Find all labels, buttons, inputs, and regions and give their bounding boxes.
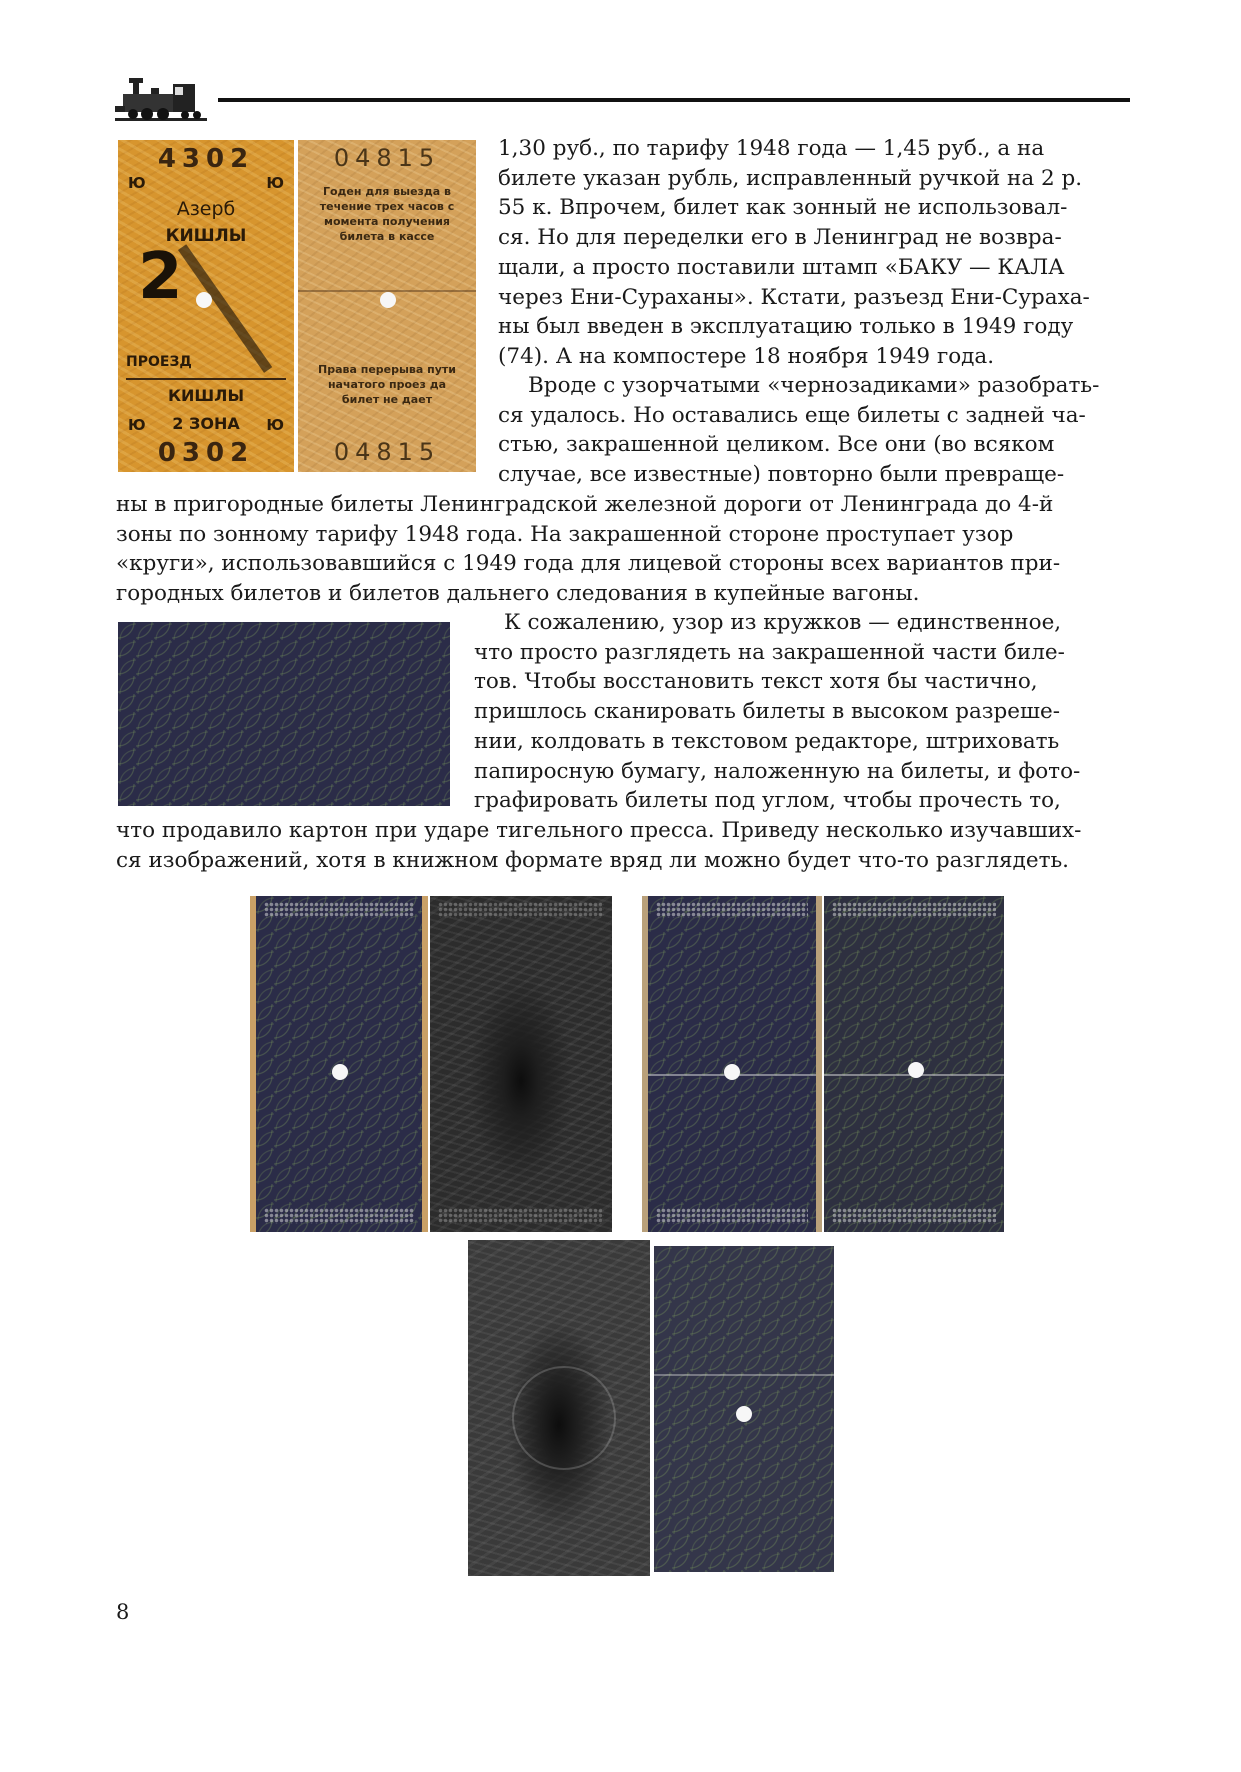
ticket-scan-3-back [468,1240,650,1576]
ticket-scan-1-back [430,896,612,1232]
ticket-back-punch-hole [380,292,396,308]
perforation-top [832,902,996,918]
punch-hole [736,1406,752,1422]
text-line: графировать билеты под углом, чтобы прочесть то, [474,788,1061,814]
text-line: нии, колдовать в текстовом редакторе, штриховать [474,728,1060,754]
ticket-front-photo [118,140,294,472]
perforation-bottom [832,1208,996,1224]
text-line: пришлось сканировать билеты в высоком разреше- [474,699,1060,725]
text-line: через Ени-Сураханы». Кстати, разъезд Ени-Сураха- [498,284,1090,310]
text-line: ны был введен в эксплуатацию только в 1949 году [498,314,1074,340]
crease [654,1374,834,1376]
punch-hole [332,1064,348,1080]
text-line: (74). А на компостере 18 ноября 1949 года. [498,343,995,369]
perforation-bottom [656,1208,808,1224]
text-line: 1,30 руб., по тарифу 1948 года — 1,45 руб., а на [498,136,1045,161]
text-line: зоны по зонному тарифу 1948 года. На закрашенной стороне проступает узор [116,521,1014,547]
text-line: щали, а просто поставили штамп «БАКУ — КАЛА [498,254,1065,280]
text-line: К сожалению, узор из кружков — единственное, [504,610,1062,635]
text-line: что продавило картон при ударе тигельного пресса. Приведу несколько изучавших- [116,818,1082,843]
text-line: что просто разглядеть на закрашенной части биле- [474,639,1065,665]
punch-hole [908,1062,924,1078]
perforation-top [656,902,808,918]
circles-pattern-photo [118,622,450,806]
text-line: 55 к. Впрочем, билет как зонный не использовал- [498,195,1068,221]
ticket-front-corner-right: Ю [266,174,284,192]
paragraph-2-narrow [498,371,1130,490]
ticket-front-line4: КИШЛЫ [167,386,245,405]
steam-locomotive-icon [115,74,207,124]
ticket-back-text-top: Годен для выезда в течение трех часов с момента получения билета в кассе [319,185,455,243]
paragraph-2-wide [116,490,1130,609]
paragraph-3-wide [116,816,1130,875]
text-line: ся. Но для переделки его в Ленинград не возвра- [498,225,1062,251]
ticket-front-corner-left: Ю [128,174,146,192]
ticket-front-corner-bottom-left: Ю [128,416,146,434]
page-number: 8 [116,1600,130,1624]
ticket-front-line1: Азерб [176,198,236,220]
perforation-bottom [438,1208,604,1224]
ticket-back-bottom-number: 04815 [333,438,441,466]
ticket-front-corner-bottom-right: Ю [266,416,284,434]
ticket-front-big-numeral: 2 [138,240,183,314]
ticket-front-punch-hole [196,292,212,308]
paragraph-3-narrow [474,608,1130,816]
text-line: ны в пригородные билеты Ленинградской железной дороги от Ленинграда до 4-й [116,492,1054,517]
perforation-bottom [264,1208,414,1224]
punch-hole [724,1064,740,1080]
stamp-circle [512,1366,616,1470]
text-line: папиросную бумагу, наложенную на билеты, и фото- [474,758,1081,784]
ticket-scan-1-front [250,896,428,1232]
perforation-top [264,902,414,918]
text-line: Вроде с узорчатыми «чернозадиками» разобрать- [528,373,1100,398]
text-line: стью, закрашенной целиком. Все они (во всяком [498,432,1055,458]
ticket-scan-2-back [824,896,1004,1232]
ticket-back-top-number: 04815 [333,144,441,172]
ticket-front-line3: ПРОЕЗД [126,354,192,370]
text-line: «круги», использовавшийся с 1949 года для лицевой стороны всех вариантов при- [116,551,1061,577]
ticket-scan-2-front [642,896,822,1232]
text-line: ся изображений, хотя в книжном формате вряд ли можно будет что-то разглядеть. [116,847,1070,873]
paragraph-1 [498,134,1130,372]
ticket-back-photo [298,140,476,472]
perforation-top [438,902,604,918]
ticket-scan-3-front [654,1246,834,1572]
ticket-front-top-number: 4302 [157,144,255,174]
text-line: билете указан рубль, исправленный ручкой на 2 р. [498,165,1083,191]
text-line: городных билетов и билетов дальнего следования в купейные вагоны. [116,581,920,607]
ticket-front-zone: 2 ЗОНА [172,414,240,433]
ticket-front-bottom-number: 0302 [157,438,255,468]
ticket-front-divider [126,378,286,380]
header-rule [218,98,1130,102]
text-line: ся удалось. Но оставались еще билеты с задней ча- [498,402,1086,428]
text-line: тов. Чтобы восстановить текст хотя бы частично, [474,669,1038,695]
ticket-back-text-bottom: Права перерыва пути начатого проез да билет не дает [318,363,456,406]
text-line: случае, все известные) повторно были превраще- [498,462,1065,488]
ticket-front-line2: КИШЛЫ [165,226,247,246]
